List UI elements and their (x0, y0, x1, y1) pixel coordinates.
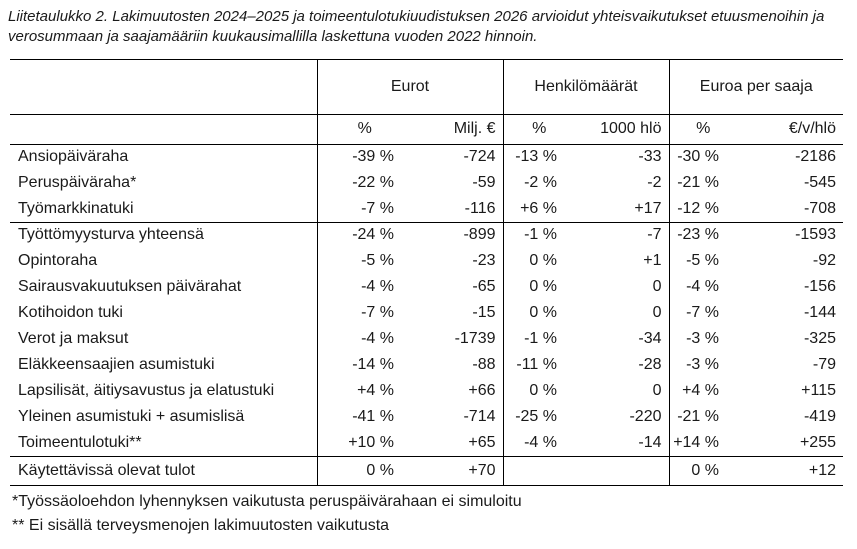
eurot-milj-cell: -88 (412, 352, 503, 378)
row-label-cell: Lapsilisät, äitiysavustus ja elatustuki (10, 378, 317, 404)
saaja-pct-cell: -4 % (686, 278, 719, 296)
eurot-milj-cell: -65 (412, 274, 503, 300)
henkilot-1000hlo-cell: -220 (575, 404, 669, 430)
eurot-milj-cell: -1739 (412, 326, 503, 352)
eurot-pct-cell: +4 % (357, 382, 394, 400)
subheader-eurot-pct: % (317, 114, 412, 144)
subheader-saaja-evhlo: €/v/hlö (737, 114, 843, 144)
page-title: Liitetaulukko 2. Lakimuutosten 2024–2025 ja toimeentulotukiuudistuksen 2026 arvioidut yhteisvaikutukset etuusmenoihin ja verosummaan ja saajamääriin kuukausimallilla laskettuna vuoden 2022 hinnoin. (8, 8, 825, 45)
row-label-cell: Käytettävissä olevat tulot (10, 456, 317, 485)
row-label-cell: Peruspäiväraha* (10, 170, 317, 196)
henkilot-pct-cell: -1 % (524, 226, 557, 244)
saaja-evhlo-cell: -325 (803, 330, 836, 348)
eurot-milj-cell: +66 (412, 378, 503, 404)
table-row (10, 274, 843, 300)
table-row (10, 404, 843, 430)
henkilot-1000hlo-cell: -28 (575, 352, 669, 378)
subheader-henkilot-pct: % (503, 114, 575, 144)
eurot-milj-cell: +65 (412, 430, 503, 456)
eurot-pct-cell: -4 % (361, 330, 394, 348)
henkilot-pct-cell: 0 % (529, 304, 557, 322)
saaja-evhlo-cell: +255 (737, 430, 843, 456)
group-header-row (10, 59, 843, 114)
table-row (10, 248, 843, 274)
saaja-pct-cell: -3 % (686, 356, 719, 374)
henkilot-pct-cell: -13 % (515, 148, 557, 166)
table-row (10, 144, 843, 170)
eurot-pct-cell: -14 % (352, 356, 394, 374)
row-label-cell: Yleinen asumistuki + asumislisä (10, 404, 317, 430)
table-body (10, 144, 843, 485)
eurot-milj-cell: -15 (412, 300, 503, 326)
row-label-cell: Sairausvakuutuksen päivärahat (10, 274, 317, 300)
group-header-henkilomaarat: Henkilömäärät (503, 59, 669, 114)
eurot-pct-cell: 0 % (317, 456, 412, 485)
row-label-cell: Opintoraha (10, 248, 317, 274)
saaja-evhlo-cell: -1593 (795, 226, 836, 244)
saaja-pct-cell: 0 % (669, 456, 737, 485)
henkilot-1000hlo-cell: 0 (575, 274, 669, 300)
saaja-pct-cell: -5 % (686, 252, 719, 270)
saaja-pct-cell: -21 % (677, 408, 719, 426)
table-row (10, 430, 843, 456)
subheader-henkilot-1000hlo: 1000 hlö (575, 114, 669, 144)
eurot-milj-cell: +70 (412, 456, 503, 485)
group-header-eurot: Eurot (317, 59, 503, 114)
table-row (10, 170, 843, 196)
henkilot-pct-cell (503, 456, 575, 485)
subheader-saaja-pct: % (669, 114, 737, 144)
table-row (10, 378, 843, 404)
eurot-pct-cell: -7 % (361, 304, 394, 322)
henkilot-pct-cell: 0 % (529, 382, 557, 400)
saaja-evhlo-cell: -2186 (795, 148, 836, 166)
saaja-evhlo-cell: -92 (812, 252, 836, 270)
henkilot-1000hlo-cell: -14 (575, 430, 669, 456)
saaja-evhlo-cell: -79 (812, 356, 836, 374)
subheader-eurot-milj: Milj. € (412, 114, 503, 144)
saaja-evhlo-cell: -545 (803, 174, 836, 192)
henkilot-1000hlo-cell: -33 (575, 144, 669, 170)
corner-cell (10, 59, 317, 114)
henkilot-pct-cell: -1 % (524, 330, 557, 348)
saaja-pct-cell: +4 % (682, 382, 719, 400)
henkilot-pct-cell: -2 % (524, 174, 557, 192)
eurot-milj-cell: -116 (412, 196, 503, 222)
henkilot-1000hlo-cell: -2 (575, 170, 669, 196)
saaja-evhlo-cell: +12 (737, 456, 843, 485)
table-row (10, 326, 843, 352)
henkilot-pct-cell: 0 % (529, 278, 557, 296)
saaja-pct-cell: -12 % (669, 196, 737, 222)
table-row (10, 300, 843, 326)
eurot-milj-cell: -714 (412, 404, 503, 430)
eurot-milj-cell: -724 (412, 144, 503, 170)
henkilot-pct-cell: +6 % (503, 196, 575, 222)
saaja-pct-cell: -7 % (686, 304, 719, 322)
eurot-pct-cell: -41 % (352, 408, 394, 426)
saaja-pct-cell: +14 % (669, 430, 737, 456)
footnote-2: ** Ei sisällä terveysmenojen lakimuutosten vaikutusta (12, 516, 390, 534)
eurot-milj-cell: -59 (412, 170, 503, 196)
row-label-cell: Toimeentulotuki** (10, 430, 317, 456)
row-label-cell: Verot ja maksut (10, 326, 317, 352)
saaja-evhlo-cell: -144 (803, 304, 836, 322)
row-label-cell: Eläkkeensaajien asumistuki (10, 352, 317, 378)
saaja-evhlo-cell: -419 (803, 408, 836, 426)
henkilot-1000hlo-cell: -34 (575, 326, 669, 352)
henkilot-1000hlo-cell: 0 (575, 300, 669, 326)
henkilot-1000hlo-cell: 0 (575, 378, 669, 404)
eurot-pct-cell: -7 % (317, 196, 412, 222)
footnotes (12, 490, 857, 538)
corner-cell-2 (10, 114, 317, 144)
table-row (10, 456, 843, 485)
saaja-evhlo-cell: -708 (737, 196, 843, 222)
saaja-pct-cell: -3 % (686, 330, 719, 348)
footnote-1: *Työssäoloehdon lyhennyksen vaikutusta peruspäivärahaan ei simuloitu (12, 492, 522, 510)
saaja-pct-cell: -30 % (677, 148, 719, 166)
row-label-cell: Työttömyysturva yhteensä (10, 222, 317, 248)
group-header-euroa-per-saaja: Euroa per saaja (669, 59, 843, 114)
henkilot-pct-cell: -11 % (516, 356, 557, 374)
saaja-evhlo-cell: +115 (801, 382, 836, 400)
row-label-cell: Työmarkkinatuki (10, 196, 317, 222)
eurot-pct-cell: -22 % (352, 174, 394, 192)
saaja-evhlo-cell: -156 (803, 278, 836, 296)
henkilot-1000hlo-cell: +1 (575, 248, 669, 274)
row-label-cell: Kotihoidon tuki (10, 300, 317, 326)
eurot-pct-cell: -5 % (361, 252, 394, 270)
henkilot-pct-cell: 0 % (529, 252, 557, 270)
eurot-pct-cell: -39 % (352, 148, 394, 166)
eurot-pct-cell: -4 % (361, 278, 394, 296)
eurot-pct-cell: +10 % (317, 430, 412, 456)
henkilot-pct-cell: -4 % (503, 430, 575, 456)
sub-header-row (10, 114, 843, 144)
henkilot-1000hlo-cell (575, 456, 669, 485)
henkilot-1000hlo-cell: -7 (575, 222, 669, 248)
eurot-milj-cell: -23 (412, 248, 503, 274)
henkilot-pct-cell: -25 % (515, 408, 557, 426)
henkilot-1000hlo-cell: +17 (575, 196, 669, 222)
saaja-pct-cell: -23 % (677, 226, 719, 244)
table-row (10, 222, 843, 248)
saaja-pct-cell: -21 % (677, 174, 719, 192)
table-row (10, 196, 843, 222)
row-label-cell: Ansiopäiväraha (10, 144, 317, 170)
eurot-milj-cell: -899 (412, 222, 503, 248)
eurot-pct-cell: -24 % (352, 226, 394, 244)
benefits-impact-table (10, 59, 843, 486)
table-row (10, 352, 843, 378)
